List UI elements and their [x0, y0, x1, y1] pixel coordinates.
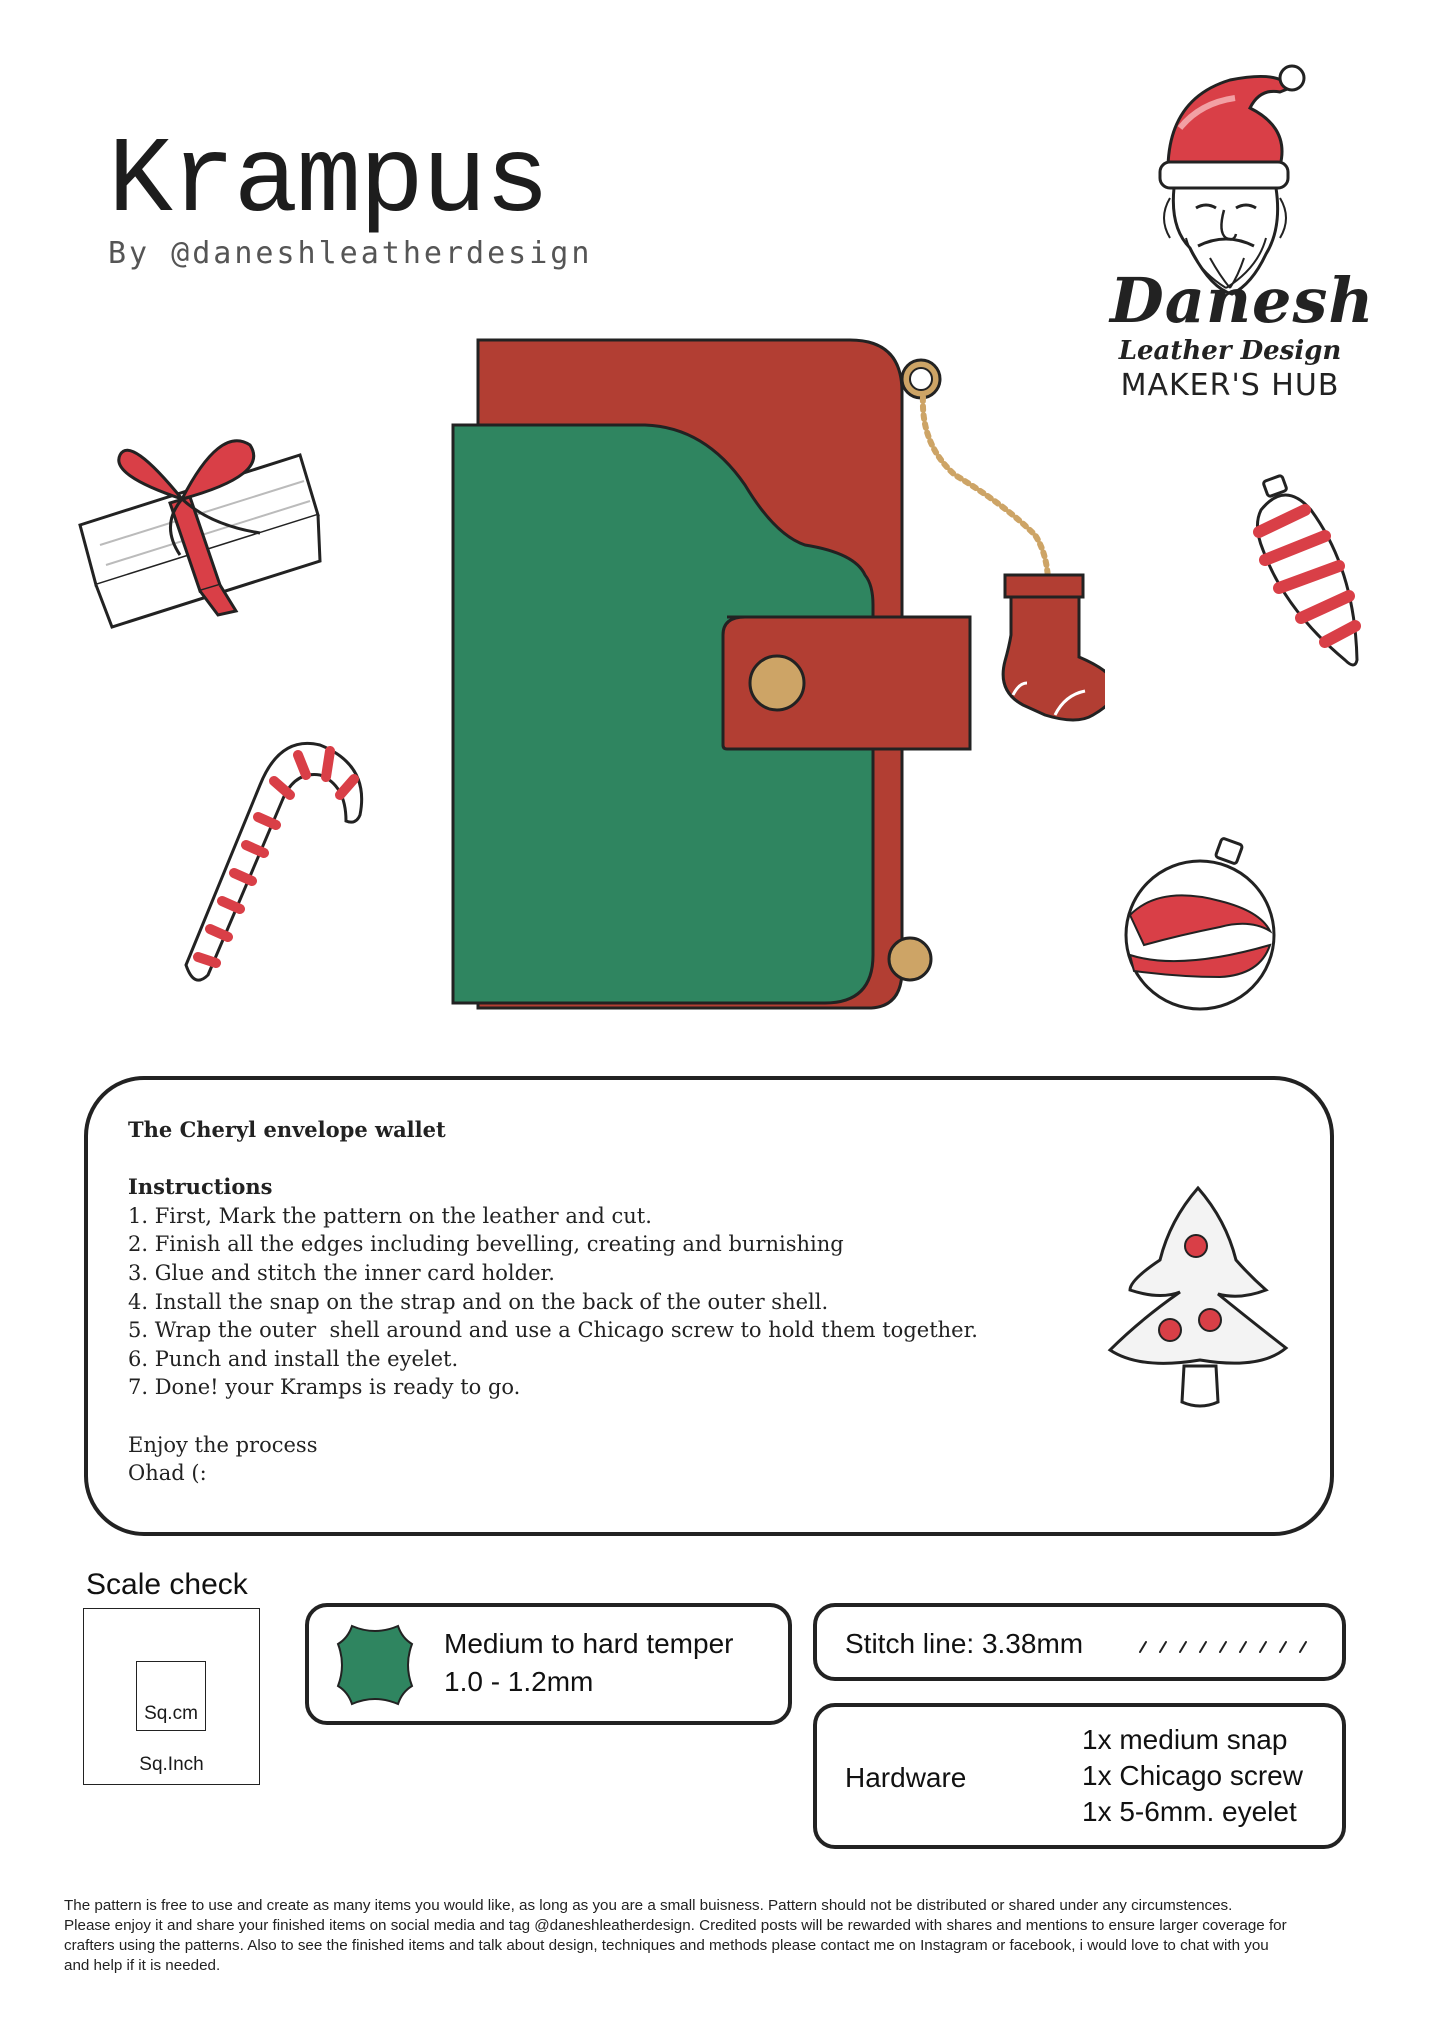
footer-disclaimer	[64, 1896, 1384, 1976]
stocking-charm-icon	[1003, 575, 1105, 720]
product-name: The Cheryl envelope wallet	[128, 1117, 446, 1142]
hardware-item: 1x Chicago screw	[1082, 1760, 1303, 1791]
leather-hide-icon	[332, 1622, 418, 1708]
long-ornament-icon	[1245, 470, 1370, 675]
hardware-item: 1x medium snap	[1082, 1724, 1288, 1755]
instruction-step: 4. Install the snap on the strap and on the back of the outer shell.	[128, 1289, 829, 1314]
brand-hub: MAKER'S HUB	[1120, 368, 1340, 403]
stitch-marks-icon	[1134, 1634, 1314, 1658]
signature: Ohad (:	[128, 1461, 207, 1486]
square-cm-label: Sq.cm	[144, 1703, 198, 1724]
instruction-step: 3. Glue and stitch the inner card holder.	[128, 1260, 555, 1285]
instruction-step: 1. First, Mark the pattern on the leather and cut.	[128, 1203, 652, 1228]
signoff: Enjoy the process	[128, 1432, 318, 1457]
brand-logo	[1110, 264, 1375, 403]
footer-line: and help if it is needed.	[64, 1957, 221, 1974]
page-title: Krampus	[108, 121, 548, 243]
instructions-heading: Instructions	[128, 1174, 273, 1200]
ball-ornament-icon	[1120, 835, 1280, 1015]
instruction-step: 5. Wrap the outer shell around and use a Chicago screw to hold them together.	[128, 1318, 978, 1343]
envelope-wallet-illustration	[445, 335, 1105, 1015]
footer-line: The pattern is free to use and create as many items you would like, as long as you are a small buisness. Pattern should not be distributed or shared under any circumstences.	[64, 1897, 1233, 1914]
gift-box-icon	[70, 415, 340, 640]
square-inch-label: Sq.Inch	[139, 1754, 204, 1775]
byline: By @daneshleatherdesign	[108, 236, 593, 271]
brand-name: Danesh	[1110, 264, 1375, 337]
leather-thickness: 1.0 - 1.2mm	[444, 1666, 594, 1697]
leather-temper: Medium to hard temper	[444, 1628, 734, 1659]
hardware-label: Hardware	[845, 1762, 967, 1793]
christmas-tree-icon	[1100, 1180, 1295, 1415]
instruction-step: 2. Finish all the edges including bevelling, creating and burnishing	[128, 1232, 844, 1257]
hardware-item: 1x 5-6mm. eyelet	[1082, 1796, 1297, 1827]
scale-check-title: Scale check	[86, 1568, 248, 1601]
instruction-step: 6. Punch and install the eyelet.	[128, 1346, 459, 1371]
instructions-text	[128, 1116, 1068, 1488]
footer-line: crafters using the patterns. Also to see the finished items and talk about design, techniques and methods please contact me on Instagram or facebook, i would love to chat with you	[64, 1937, 1269, 1954]
hardware-list	[1082, 1722, 1303, 1830]
candy-cane-icon	[170, 725, 380, 990]
brand-subtitle: Leather Design	[1118, 336, 1342, 366]
footer-line: Please enjoy it and share your finished items on social media and tag @daneshleatherdesign. Credited posts will be rewarded with shares and mentions to ensure larger coverage for	[64, 1917, 1287, 1934]
stitch-line-label: Stitch line: 3.38mm	[845, 1628, 1084, 1659]
instruction-step: 7. Done! your Kramps is ready to go.	[128, 1375, 521, 1400]
